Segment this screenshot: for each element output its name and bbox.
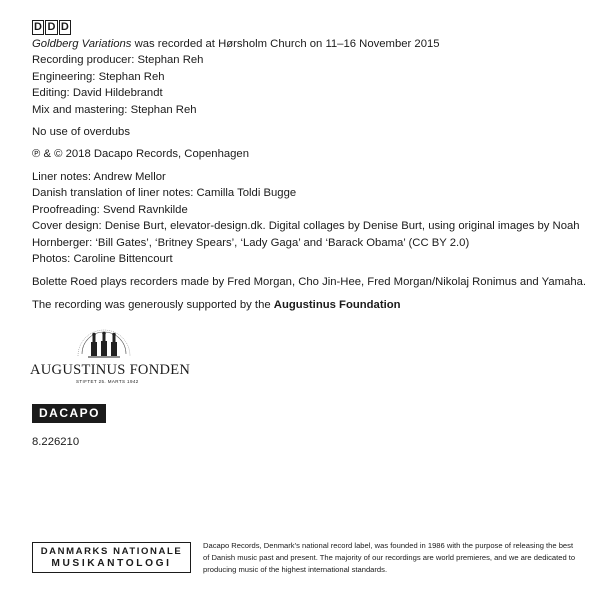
dmn-logo xyxy=(32,542,191,573)
proofreading: Proofreading: Svend Ravnkilde xyxy=(32,203,188,216)
liner-notes: Liner notes: Andrew Mellor xyxy=(32,171,166,183)
support-text: The recording was generously supported by the xyxy=(32,299,274,311)
ddd-letter: D xyxy=(60,21,70,33)
translation: Danish translation of liner notes: Camilla Toldi Bugge xyxy=(32,187,297,200)
copyright-text: ℗ & © 2018 Dacapo Records, Copenhagen xyxy=(32,148,249,160)
dmn-line-1: DANMARKS NATIONALE xyxy=(40,546,183,557)
recording-producer: Recording producer: Stephan Reh xyxy=(32,54,204,67)
copyright-note xyxy=(32,146,582,162)
engineering: Engineering: Stephan Reh xyxy=(32,70,165,83)
overdubs-note xyxy=(32,124,582,140)
recording-location: was recorded at Hørsholm Church on 11–16 November 2015 xyxy=(131,38,440,50)
recording-title-line xyxy=(32,36,582,52)
dacapo-label-logo: DACAPO xyxy=(32,404,106,423)
instruments-text: Bolette Roed plays recorders made by Fred Morgan, Cho Jin-Hee, Fred Morgan/Nikolaj Ronimus and Yamaha. xyxy=(32,276,587,288)
editing: Editing: David Hildebrandt xyxy=(32,87,163,100)
augustinus-fonden-logo xyxy=(30,322,191,392)
work-title: Goldberg Variations xyxy=(32,38,132,50)
support-note xyxy=(32,297,582,313)
foundation-logo-subtitle: STIFTET 25. MARTS 1942 xyxy=(76,379,139,384)
ddd-letter: D xyxy=(34,21,43,33)
about-dacapo: Dacapo Records, Denmark’s national record label, was founded in 1986 with the purpose of releasing the best of Danish music past and present. The majority of our recordings are world premieres, and we are dedicated to producing music of the highest international standards. xyxy=(203,541,576,574)
dmn-line-2: MUSIKANTOLOGI xyxy=(51,558,172,569)
cover-design: Cover design: Denise Burt, elevator-design.dk. Digital collages by Denise Burt, using original images by Noah Hornberger: ‘Bill Gates’, ‘Britney Spears’, ‘Lady Gaga’ and ‘Barack Obama’ (CC BY 2.0) xyxy=(32,220,580,249)
support-line xyxy=(32,297,582,313)
mix-mastering: Mix and mastering: Stephan Reh xyxy=(32,103,197,116)
overdubs-text: No use of overdubs xyxy=(32,126,130,138)
recording-credits xyxy=(32,36,582,118)
ddd-letter: D xyxy=(47,21,56,33)
photos: Photos: Caroline Bittencourt xyxy=(32,253,173,266)
ddd-code xyxy=(32,20,71,35)
production-credits xyxy=(32,169,582,267)
foundation-emblem-icon xyxy=(74,322,134,362)
foundation-name: Augustinus Foundation xyxy=(273,299,401,311)
instruments-note xyxy=(32,274,587,290)
foundation-logo-name: AUGUSTINUS FONDEN xyxy=(30,362,191,378)
catalog-number: 8.226210 xyxy=(32,436,80,448)
